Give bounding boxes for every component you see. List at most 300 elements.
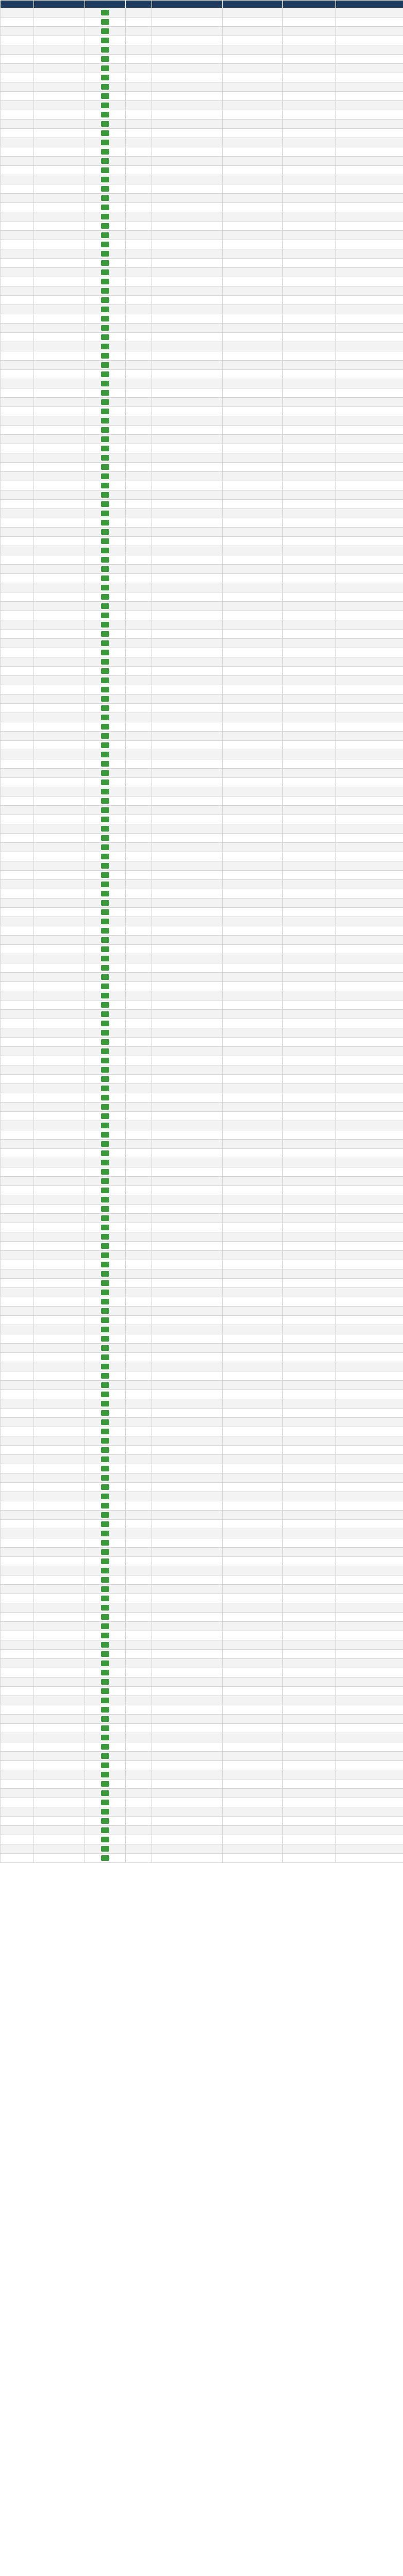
table-row[interactable] — [1, 1260, 403, 1269]
product-badge-icon[interactable] — [101, 1225, 109, 1230]
product-badge-icon[interactable] — [101, 1447, 109, 1453]
product-badge-icon[interactable] — [101, 1067, 109, 1073]
table-row[interactable] — [1, 583, 403, 592]
product-badge-icon[interactable] — [101, 371, 109, 377]
table-row[interactable] — [1, 82, 403, 92]
table-row[interactable] — [1, 203, 403, 212]
table-row[interactable] — [1, 1844, 403, 1854]
product-badge-icon[interactable] — [101, 844, 109, 850]
product-badge-icon[interactable] — [101, 1048, 109, 1054]
product-badge-icon[interactable] — [101, 1651, 109, 1657]
table-row[interactable] — [1, 1752, 403, 1761]
table-row[interactable] — [1, 537, 403, 546]
table-row[interactable] — [1, 1065, 403, 1075]
product-badge-icon[interactable] — [101, 1540, 109, 1546]
product-badge-icon[interactable] — [101, 1753, 109, 1759]
product-badge-icon[interactable] — [101, 56, 109, 62]
product-badge-icon[interactable] — [101, 1290, 109, 1295]
table-row[interactable] — [1, 351, 403, 361]
table-row[interactable] — [1, 314, 403, 324]
product-badge-icon[interactable] — [101, 195, 109, 201]
table-row[interactable] — [1, 138, 403, 147]
table-row[interactable] — [1, 565, 403, 574]
table-row[interactable] — [1, 667, 403, 676]
table-row[interactable] — [1, 1724, 403, 1733]
product-badge-icon[interactable] — [101, 1623, 109, 1629]
table-row[interactable] — [1, 296, 403, 305]
product-badge-icon[interactable] — [101, 1800, 109, 1805]
product-badge-icon[interactable] — [101, 1401, 109, 1406]
product-badge-icon[interactable] — [101, 242, 109, 247]
table-row[interactable] — [1, 1770, 403, 1780]
table-row[interactable] — [1, 1288, 403, 1297]
product-badge-icon[interactable] — [101, 603, 109, 609]
table-row[interactable] — [1, 1399, 403, 1409]
table-row[interactable] — [1, 1733, 403, 1742]
table-row[interactable] — [1, 1742, 403, 1752]
product-badge-icon[interactable] — [101, 928, 109, 934]
product-badge-icon[interactable] — [101, 835, 109, 841]
product-badge-icon[interactable] — [101, 1688, 109, 1694]
product-badge-icon[interactable] — [101, 1373, 109, 1379]
product-badge-icon[interactable] — [101, 863, 109, 869]
product-badge-icon[interactable] — [101, 316, 109, 321]
product-badge-icon[interactable] — [101, 1818, 109, 1824]
table-row[interactable] — [1, 1149, 403, 1158]
table-row[interactable] — [1, 648, 403, 657]
product-badge-icon[interactable] — [101, 1123, 109, 1128]
table-row[interactable] — [1, 843, 403, 852]
table-row[interactable] — [1, 917, 403, 926]
table-row[interactable] — [1, 1084, 403, 1093]
product-badge-icon[interactable] — [101, 409, 109, 414]
product-badge-icon[interactable] — [101, 826, 109, 832]
table-row[interactable] — [1, 834, 403, 843]
table-row[interactable] — [1, 120, 403, 129]
product-badge-icon[interactable] — [101, 353, 109, 359]
product-badge-icon[interactable] — [101, 1577, 109, 1583]
product-badge-icon[interactable] — [101, 1670, 109, 1675]
product-badge-icon[interactable] — [101, 1336, 109, 1342]
table-row[interactable] — [1, 55, 403, 64]
table-row[interactable] — [1, 871, 403, 880]
product-badge-icon[interactable] — [101, 779, 109, 785]
product-badge-icon[interactable] — [101, 399, 109, 405]
product-badge-icon[interactable] — [101, 167, 109, 173]
product-badge-icon[interactable] — [101, 1197, 109, 1202]
table-row[interactable] — [1, 1279, 403, 1288]
product-badge-icon[interactable] — [101, 1178, 109, 1184]
product-badge-icon[interactable] — [101, 186, 109, 192]
table-row[interactable] — [1, 694, 403, 704]
product-badge-icon[interactable] — [101, 390, 109, 396]
table-row[interactable] — [1, 1371, 403, 1381]
product-badge-icon[interactable] — [101, 891, 109, 896]
table-row[interactable] — [1, 1409, 403, 1418]
product-badge-icon[interactable] — [101, 770, 109, 776]
product-badge-icon[interactable] — [101, 1707, 109, 1713]
product-badge-icon[interactable] — [101, 177, 109, 182]
product-badge-icon[interactable] — [101, 1132, 109, 1138]
table-row[interactable] — [1, 704, 403, 713]
product-badge-icon[interactable] — [101, 1086, 109, 1091]
table-row[interactable] — [1, 1140, 403, 1149]
table-row[interactable] — [1, 1687, 403, 1696]
table-row[interactable] — [1, 222, 403, 231]
table-row[interactable] — [1, 899, 403, 908]
product-badge-icon[interactable] — [101, 1169, 109, 1175]
table-row[interactable] — [1, 1817, 403, 1826]
product-badge-icon[interactable] — [101, 761, 109, 767]
product-badge-icon[interactable] — [101, 455, 109, 461]
product-badge-icon[interactable] — [101, 1466, 109, 1471]
table-row[interactable] — [1, 1501, 403, 1511]
product-badge-icon[interactable] — [101, 65, 109, 71]
table-row[interactable] — [1, 824, 403, 834]
product-badge-icon[interactable] — [101, 1605, 109, 1611]
table-row[interactable] — [1, 1316, 403, 1325]
product-badge-icon[interactable] — [101, 548, 109, 553]
product-badge-icon[interactable] — [101, 1271, 109, 1277]
product-badge-icon[interactable] — [101, 1790, 109, 1796]
product-badge-icon[interactable] — [101, 520, 109, 526]
product-badge-icon[interactable] — [101, 872, 109, 878]
product-badge-icon[interactable] — [101, 1698, 109, 1703]
table-row[interactable] — [1, 1112, 403, 1121]
product-badge-icon[interactable] — [101, 733, 109, 739]
product-badge-icon[interactable] — [101, 232, 109, 238]
product-badge-icon[interactable] — [101, 566, 109, 572]
table-row[interactable] — [1, 880, 403, 889]
product-badge-icon[interactable] — [101, 1716, 109, 1722]
table-row[interactable] — [1, 1205, 403, 1214]
product-badge-icon[interactable] — [101, 297, 109, 303]
table-row[interactable] — [1, 27, 403, 36]
product-badge-icon[interactable] — [101, 956, 109, 961]
product-badge-icon[interactable] — [101, 1679, 109, 1685]
table-row[interactable] — [1, 1492, 403, 1501]
table-row[interactable] — [1, 426, 403, 435]
product-badge-icon[interactable] — [101, 418, 109, 423]
table-row[interactable] — [1, 184, 403, 194]
product-badge-icon[interactable] — [101, 1113, 109, 1119]
product-badge-icon[interactable] — [101, 269, 109, 275]
product-badge-icon[interactable] — [101, 696, 109, 702]
table-row[interactable] — [1, 286, 403, 296]
product-badge-icon[interactable] — [101, 529, 109, 535]
table-row[interactable] — [1, 1473, 403, 1483]
product-badge-icon[interactable] — [101, 1660, 109, 1666]
table-row[interactable] — [1, 1798, 403, 1807]
table-row[interactable] — [1, 1789, 403, 1798]
table-row[interactable] — [1, 611, 403, 620]
table-row[interactable] — [1, 1826, 403, 1835]
table-row[interactable] — [1, 1093, 403, 1103]
table-row[interactable] — [1, 759, 403, 769]
table-row[interactable] — [1, 324, 403, 333]
table-row[interactable] — [1, 175, 403, 184]
table-row[interactable] — [1, 1705, 403, 1715]
product-badge-icon[interactable] — [101, 937, 109, 943]
table-row[interactable] — [1, 778, 403, 787]
table-row[interactable] — [1, 500, 403, 509]
table-row[interactable] — [1, 555, 403, 565]
table-row[interactable] — [1, 1538, 403, 1548]
table-row[interactable] — [1, 769, 403, 778]
table-row[interactable] — [1, 685, 403, 694]
product-badge-icon[interactable] — [101, 38, 109, 43]
product-badge-icon[interactable] — [101, 640, 109, 646]
product-badge-icon[interactable] — [101, 1262, 109, 1267]
table-row[interactable] — [1, 945, 403, 954]
product-badge-icon[interactable] — [101, 1039, 109, 1045]
product-badge-icon[interactable] — [101, 140, 109, 145]
table-row[interactable] — [1, 639, 403, 648]
product-badge-icon[interactable] — [101, 1317, 109, 1323]
product-badge-icon[interactable] — [101, 1392, 109, 1397]
product-badge-icon[interactable] — [101, 1299, 109, 1304]
product-badge-icon[interactable] — [101, 742, 109, 748]
table-row[interactable] — [1, 1446, 403, 1455]
table-row[interactable] — [1, 1242, 403, 1251]
table-row[interactable] — [1, 750, 403, 759]
table-row[interactable] — [1, 398, 403, 407]
product-badge-icon[interactable] — [101, 1076, 109, 1082]
product-badge-icon[interactable] — [101, 1586, 109, 1592]
product-badge-icon[interactable] — [101, 1429, 109, 1434]
table-row[interactable] — [1, 546, 403, 555]
product-badge-icon[interactable] — [101, 1456, 109, 1462]
table-row[interactable] — [1, 518, 403, 528]
table-row[interactable] — [1, 490, 403, 500]
product-badge-icon[interactable] — [101, 1531, 109, 1536]
table-row[interactable] — [1, 92, 403, 101]
table-row[interactable] — [1, 861, 403, 871]
table-row[interactable] — [1, 472, 403, 481]
product-badge-icon[interactable] — [101, 511, 109, 516]
product-badge-icon[interactable] — [101, 687, 109, 692]
table-row[interactable] — [1, 1362, 403, 1371]
product-badge-icon[interactable] — [101, 613, 109, 618]
table-row[interactable] — [1, 1668, 403, 1677]
product-badge-icon[interactable] — [101, 1809, 109, 1815]
table-row[interactable] — [1, 1807, 403, 1817]
table-row[interactable] — [1, 796, 403, 806]
product-badge-icon[interactable] — [101, 93, 109, 99]
product-badge-icon[interactable] — [101, 1725, 109, 1731]
table-row[interactable] — [1, 333, 403, 342]
product-badge-icon[interactable] — [101, 622, 109, 628]
product-badge-icon[interactable] — [101, 1558, 109, 1564]
product-badge-icon[interactable] — [101, 334, 109, 340]
product-badge-icon[interactable] — [101, 724, 109, 730]
product-badge-icon[interactable] — [101, 789, 109, 794]
table-row[interactable] — [1, 212, 403, 222]
product-badge-icon[interactable] — [101, 381, 109, 386]
table-row[interactable] — [1, 657, 403, 667]
table-row[interactable] — [1, 194, 403, 203]
product-badge-icon[interactable] — [101, 807, 109, 813]
table-row[interactable] — [1, 1464, 403, 1473]
product-badge-icon[interactable] — [101, 121, 109, 127]
table-row[interactable] — [1, 1511, 403, 1520]
product-badge-icon[interactable] — [101, 205, 109, 210]
product-badge-icon[interactable] — [101, 1744, 109, 1750]
table-row[interactable] — [1, 787, 403, 796]
table-row[interactable] — [1, 1436, 403, 1446]
table-row[interactable] — [1, 147, 403, 157]
table-row[interactable] — [1, 166, 403, 175]
table-row[interactable] — [1, 1603, 403, 1613]
product-badge-icon[interactable] — [101, 84, 109, 90]
product-badge-icon[interactable] — [101, 1160, 109, 1165]
product-badge-icon[interactable] — [101, 75, 109, 80]
table-row[interactable] — [1, 73, 403, 82]
product-badge-icon[interactable] — [101, 919, 109, 924]
product-badge-icon[interactable] — [101, 659, 109, 665]
product-badge-icon[interactable] — [101, 1215, 109, 1221]
table-row[interactable] — [1, 806, 403, 815]
table-row[interactable] — [1, 1575, 403, 1585]
product-badge-icon[interactable] — [101, 650, 109, 655]
table-row[interactable] — [1, 1780, 403, 1789]
product-badge-icon[interactable] — [101, 446, 109, 451]
product-badge-icon[interactable] — [101, 1354, 109, 1360]
table-row[interactable] — [1, 1529, 403, 1538]
table-row[interactable] — [1, 361, 403, 370]
table-row[interactable] — [1, 1010, 403, 1019]
table-row[interactable] — [1, 1056, 403, 1065]
product-badge-icon[interactable] — [101, 1484, 109, 1490]
table-row[interactable] — [1, 1047, 403, 1056]
product-badge-icon[interactable] — [101, 1280, 109, 1286]
product-badge-icon[interactable] — [101, 1104, 109, 1110]
product-badge-icon[interactable] — [101, 47, 109, 53]
table-row[interactable] — [1, 1103, 403, 1112]
table-row[interactable] — [1, 1353, 403, 1362]
table-row[interactable] — [1, 249, 403, 259]
table-row[interactable] — [1, 1557, 403, 1566]
product-badge-icon[interactable] — [101, 325, 109, 331]
table-row[interactable] — [1, 722, 403, 732]
table-row[interactable] — [1, 1650, 403, 1659]
table-row[interactable] — [1, 268, 403, 277]
table-row[interactable] — [1, 908, 403, 917]
product-badge-icon[interactable] — [101, 483, 109, 488]
table-row[interactable] — [1, 36, 403, 45]
product-badge-icon[interactable] — [101, 1058, 109, 1063]
table-row[interactable] — [1, 453, 403, 463]
table-row[interactable] — [1, 1520, 403, 1529]
product-badge-icon[interactable] — [101, 288, 109, 294]
table-row[interactable] — [1, 1130, 403, 1140]
product-badge-icon[interactable] — [101, 1252, 109, 1258]
product-badge-icon[interactable] — [101, 1021, 109, 1026]
table-row[interactable] — [1, 1455, 403, 1464]
product-badge-icon[interactable] — [101, 344, 109, 349]
table-row[interactable] — [1, 620, 403, 630]
product-badge-icon[interactable] — [101, 752, 109, 757]
table-row[interactable] — [1, 101, 403, 110]
table-row[interactable] — [1, 64, 403, 73]
product-badge-icon[interactable] — [101, 1327, 109, 1332]
table-row[interactable] — [1, 1167, 403, 1177]
product-badge-icon[interactable] — [101, 103, 109, 108]
table-row[interactable] — [1, 1075, 403, 1084]
table-row[interactable] — [1, 1297, 403, 1307]
product-badge-icon[interactable] — [101, 1503, 109, 1509]
table-row[interactable] — [1, 1251, 403, 1260]
product-badge-icon[interactable] — [101, 28, 109, 34]
product-badge-icon[interactable] — [101, 575, 109, 581]
table-row[interactable] — [1, 1038, 403, 1047]
table-row[interactable] — [1, 991, 403, 1001]
table-row[interactable] — [1, 509, 403, 518]
table-row[interactable] — [1, 1121, 403, 1130]
table-row[interactable] — [1, 574, 403, 583]
product-badge-icon[interactable] — [101, 984, 109, 989]
table-row[interactable] — [1, 1613, 403, 1622]
product-badge-icon[interactable] — [101, 223, 109, 229]
product-badge-icon[interactable] — [101, 362, 109, 368]
product-badge-icon[interactable] — [101, 668, 109, 674]
product-badge-icon[interactable] — [101, 965, 109, 971]
table-row[interactable] — [1, 444, 403, 453]
table-row[interactable] — [1, 1177, 403, 1186]
product-badge-icon[interactable] — [101, 1364, 109, 1369]
table-row[interactable] — [1, 45, 403, 55]
table-row[interactable] — [1, 936, 403, 945]
product-badge-icon[interactable] — [101, 260, 109, 266]
product-badge-icon[interactable] — [101, 1150, 109, 1156]
product-badge-icon[interactable] — [101, 19, 109, 25]
table-row[interactable] — [1, 602, 403, 611]
product-badge-icon[interactable] — [101, 1735, 109, 1740]
product-badge-icon[interactable] — [101, 427, 109, 433]
table-row[interactable] — [1, 1001, 403, 1010]
table-row[interactable] — [1, 342, 403, 351]
table-row[interactable] — [1, 889, 403, 899]
table-row[interactable] — [1, 231, 403, 240]
table-row[interactable] — [1, 1696, 403, 1705]
product-badge-icon[interactable] — [101, 817, 109, 822]
product-badge-icon[interactable] — [101, 946, 109, 952]
table-row[interactable] — [1, 463, 403, 472]
product-badge-icon[interactable] — [101, 130, 109, 136]
table-row[interactable] — [1, 954, 403, 963]
table-row[interactable] — [1, 1344, 403, 1353]
product-badge-icon[interactable] — [101, 1614, 109, 1620]
product-badge-icon[interactable] — [101, 1642, 109, 1648]
table-row[interactable] — [1, 630, 403, 639]
table-row[interactable] — [1, 592, 403, 602]
product-badge-icon[interactable] — [101, 1438, 109, 1444]
table-row[interactable] — [1, 1585, 403, 1594]
table-row[interactable] — [1, 1418, 403, 1427]
table-row[interactable] — [1, 277, 403, 286]
table-row[interactable] — [1, 157, 403, 166]
table-row[interactable] — [1, 129, 403, 138]
table-row[interactable] — [1, 963, 403, 973]
product-badge-icon[interactable] — [101, 798, 109, 804]
table-row[interactable] — [1, 1269, 403, 1279]
product-badge-icon[interactable] — [101, 1234, 109, 1240]
product-badge-icon[interactable] — [101, 501, 109, 507]
product-badge-icon[interactable] — [101, 1206, 109, 1212]
product-badge-icon[interactable] — [101, 594, 109, 600]
product-badge-icon[interactable] — [101, 1030, 109, 1036]
product-badge-icon[interactable] — [101, 1855, 109, 1861]
